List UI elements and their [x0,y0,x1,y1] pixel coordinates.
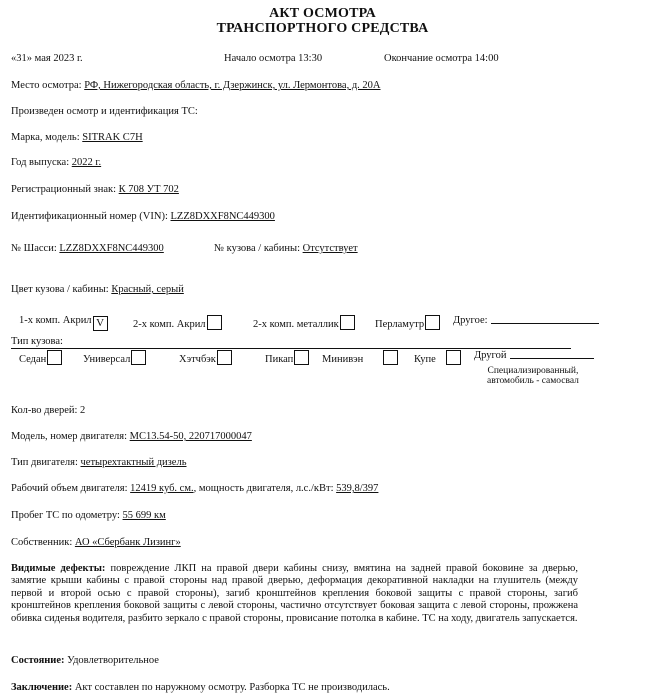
color-value: Красный, серый [111,284,184,295]
year-label: Год выпуска: [11,157,70,168]
body-other-value-line1: Специализированный, [487,366,579,376]
engine-volume-row [11,483,378,494]
vin-label: Идентификационный номер (VIN): [11,211,168,222]
reg-value: К 708 УТ 702 [118,184,179,195]
paint-option-3 [253,315,355,330]
body-minivan-label: Минивэн [322,354,364,365]
owner-label: Собственник: [11,537,73,548]
paint-option-1-checkbox[interactable]: V [93,316,108,331]
year-row [11,157,101,168]
body-type-top-line [11,348,571,349]
paint-option-3-label: 2-х комп. металлик [253,319,339,330]
conclusion-value: Акт составлен по наружному осмотру. Разборка ТС не производилась. [74,682,390,693]
defects-label: Видимые дефекты: [11,563,106,574]
engine-type-row [11,457,187,468]
paint-option-2-checkbox[interactable] [207,315,222,330]
body-minivan-checkbox[interactable] [383,350,398,365]
paint-option-5-label: Другое: [453,315,488,326]
make-value: SITRAK C7H [82,132,143,143]
year-value: 2022 г. [71,157,102,168]
body-no-value: Отсутствует [302,243,358,254]
engine-type-label: Тип двигателя: [11,457,78,468]
paint-option-3-checkbox[interactable] [340,315,355,330]
body-other-line[interactable] [510,358,594,359]
body-other-value [487,366,579,386]
body-sedan [19,350,62,365]
condition-row [11,655,159,666]
volume-label: Рабочий объем двигателя: [11,483,128,494]
body-coupe-label: Купе [414,354,436,365]
defects-text: повреждение ЛКП на правой двери кабины снизу, вмятина на задней правой боковине за дверью, замятие крыши кабины с правой стороны над правой дверью, деформация декоративной накладки на глушитель (между первой и второй осью с правой стороны), загиб кронштейнов крепления боковой защиты с правой стороны, загиб кронштейнов крепления боковой защиты с левой стороны, частично отсутствует боковая защита с левой стороны, прожжена обивка сиденья водителя, разбито зеркало с правой стороны, провисание потолка в кабине. ТС на ходу, двигатель запускается. [11,563,579,624]
condition-label: Состояние: [11,655,65,666]
body-sedan-label: Седан [19,354,47,365]
reg-label: Регистрационный знак: [11,184,117,195]
owner-row [11,537,181,548]
vin-value: LZZ8DXXF8NC449300 [170,211,275,222]
engine-type-value: четырехтактный дизель [80,457,187,468]
paint-other-line[interactable] [491,323,599,324]
body-coupe-checkbox[interactable] [446,350,461,365]
body-coupe [414,350,461,365]
body-other-label: Другой [474,350,507,361]
start-time: Начало осмотра 13:30 [224,53,323,64]
engine-model-label: Модель, номер двигателя: [11,431,128,442]
body-universal-checkbox[interactable] [131,350,146,365]
doc-title-line1: АКТ ОСМОТРА [269,6,376,21]
body-no-label: № кузова / кабины: [214,243,300,254]
chassis-value: LZZ8DXXF8NC449300 [59,243,164,254]
color-row [11,284,184,295]
body-minivan [322,350,398,365]
paint-option-4-label: Перламутр [375,319,425,330]
doors-count: Кол-во дверей: 2 [11,405,86,416]
paint-option-1 [19,315,108,331]
make-row [11,132,143,143]
inspection-date: «31» мая 2023 г. [11,53,83,64]
doc-title-line2: ТРАНСПОРТНОГО СРЕДСТВА [216,21,429,36]
body-pickup-label: Пикап [265,354,294,365]
engine-model-row [11,431,252,442]
body-hatchback [179,350,232,365]
chassis-row [11,243,164,254]
paint-option-1-label: 1-х комп. Акрил [19,315,92,326]
make-label: Марка, модель: [11,132,80,143]
engine-model-value: MC13.54-50, 220717000047 [129,431,252,442]
conclusion-row [11,682,390,693]
location-row [11,80,381,91]
body-hatchback-checkbox[interactable] [217,350,232,365]
paint-option-5 [453,315,599,326]
power-value: 539,8/397 [336,483,379,494]
mileage-label: Пробег ТС по одометру: [11,510,120,521]
body-other [474,350,594,361]
body-other-value-line2: автомобиль - самосвал [487,376,579,386]
paint-option-4 [375,315,440,330]
body-universal [83,350,146,365]
chassis-label: № Шасси: [11,243,57,254]
body-hatchback-label: Хэтчбэк [179,354,216,365]
end-time: Окончание осмотра 14:00 [384,53,499,64]
volume-value: 12419 куб. см. [130,483,194,494]
conclusion-label: Заключение: [11,682,73,693]
vin-row [11,211,275,222]
body-universal-label: Универсал [83,354,131,365]
owner-value: АО «Сбербанк Лизинг» [74,537,181,548]
body-sedan-checkbox[interactable] [47,350,62,365]
mileage-value: 55 699 км [122,510,166,521]
color-label: Цвет кузова / кабины: [11,284,109,295]
power-label: , мощность двигателя, л.с./кВт: [193,483,334,494]
mileage-row [11,510,166,521]
paint-option-2-label: 2-х комп. Акрил [133,319,206,330]
condition-value: Удовлетворительное [67,655,159,666]
location-value: РФ, Нижегородская область, г. Дзержинск, ул. Лермонтова, д. 20А [84,80,381,91]
body-no-row [214,243,358,254]
paint-option-4-checkbox[interactable] [425,315,440,330]
body-pickup-checkbox[interactable] [294,350,309,365]
defects-paragraph [11,563,578,625]
body-type-label: Тип кузова: [11,336,63,347]
paint-option-2 [133,315,222,330]
reg-row [11,184,179,195]
location-label: Место осмотра: [11,80,82,91]
body-pickup [265,350,309,365]
inspection-note: Произведен осмотр и идентификация ТС: [11,106,198,117]
